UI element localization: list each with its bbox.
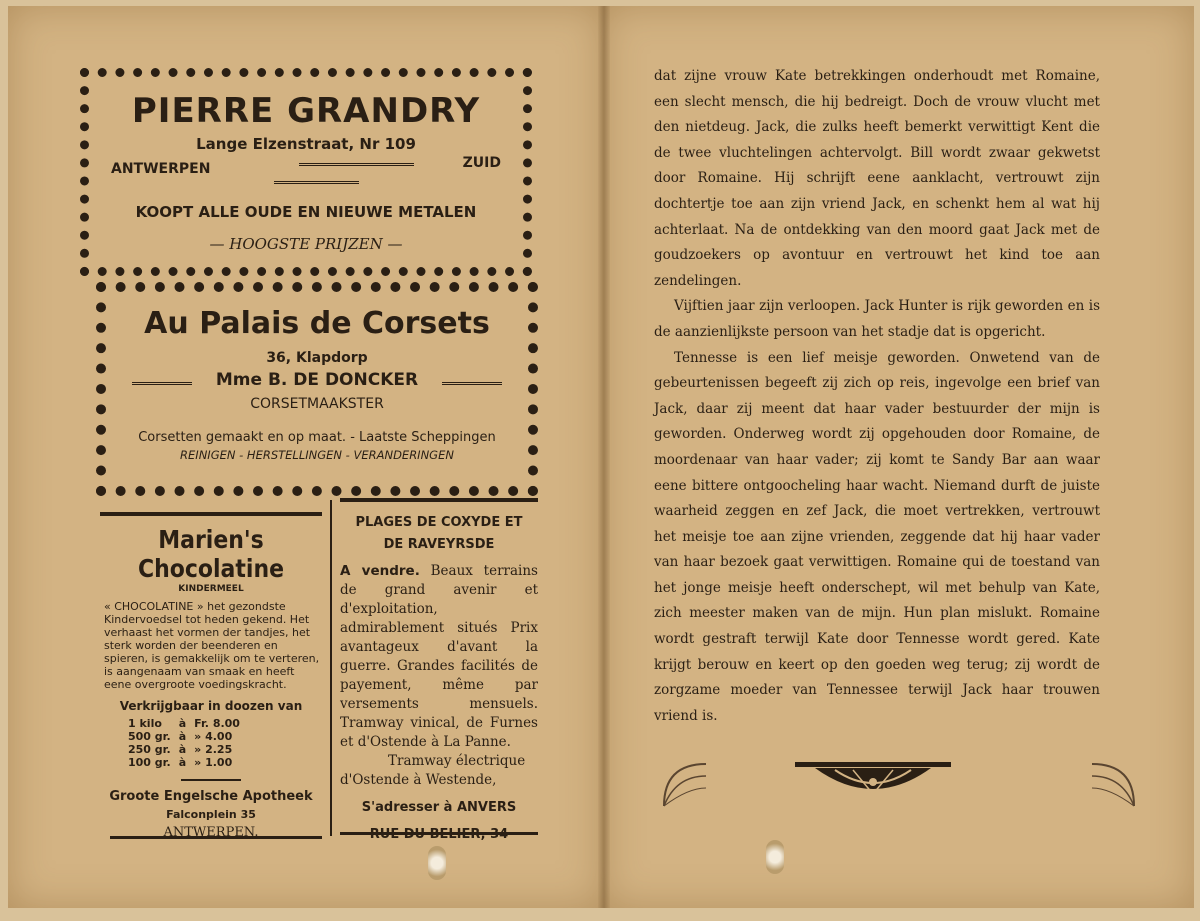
ad-corsets-owner: Mme B. DE DONCKER xyxy=(215,370,419,390)
staple-hole-right xyxy=(766,840,784,874)
ad-grandry-district: ZUID xyxy=(462,155,501,171)
ad-chocolatine xyxy=(100,520,322,840)
price-qty: 1 kilo xyxy=(128,717,162,730)
column-divider xyxy=(330,500,332,836)
price-at: à xyxy=(178,756,187,769)
story-paragraph: Tennesse is een lief meisje geworden. Onwetend van de gebeurtenissen begeeft zij zich op reis, ingevolge een brief van Jack, daar zij meent dat haar vader bestuurder der mijn is geworden. Onderweg wordt zij opgehouden door Romaine, de moordenaar van haar vader; zij komt te Sandy Bar aan waar eene bittere ontgoocheling haar wacht. Niemand durft de juiste waarheid zeggen en zef Jack, die moet vertrekken, vertrouwt het meisje toe aan zijne vrienden, zeggende dat hij haar vader van haar bezoek gaat verwittigen. Romaine qui de toestand van het jonge meisje heeft onderschept, wil met behulp van Kate, zich meester maken van de mijn. Hun plan mislukt. Romaine wordt gestraft terwijl Kate door Tennesse wordt gered. Kate krijgt berouw en keert op den goeden weg terug; zij wordt de zorgzame moeder van Tennessee terwijl Jack haar trouwen vriend is. xyxy=(654,349,1100,724)
price-row xyxy=(128,743,248,756)
ad-grandry-rule-2 xyxy=(274,181,359,184)
ad-palais-de-corsets xyxy=(96,282,538,496)
corner-ornament-icon xyxy=(1090,762,1136,808)
ad-corsets-name: Au Palais de Corsets xyxy=(144,306,490,341)
staple-hole-left xyxy=(428,846,446,880)
price-row xyxy=(128,717,248,730)
ad-corsets-address: 36, Klapdorp xyxy=(266,350,368,366)
ad-corsets-services: REINIGEN - HERSTELLINGEN - VERANDERINGEN xyxy=(180,448,454,462)
price-qty: 500 gr. xyxy=(128,730,171,743)
corner-ornament-icon xyxy=(662,762,708,808)
ad-plages-tram: Tramway électrique d'Ostende à Westende, xyxy=(340,753,526,788)
story-text xyxy=(654,64,1100,729)
ad-chocolatine-rule xyxy=(181,779,241,781)
divider-top-right xyxy=(340,498,538,502)
ad-plages-body-block xyxy=(340,562,538,752)
ad-chocolatine-title: Marien's Chocolatine xyxy=(137,526,285,584)
ad-grandry-address: Lange Elzenstraat, Nr 109 xyxy=(196,135,416,153)
ad-plages-coxyde xyxy=(340,512,538,844)
ad-grandry-name: PIERRE GRANDRY xyxy=(131,91,481,131)
ad-grandry-city: ANTWERPEN xyxy=(111,161,211,177)
ad-chocolatine-subtitle: KINDERMEEL xyxy=(178,584,244,594)
ad-plages-body: Beaux terrains de grand avenir et d'exploitation, admirablement situés Prix avantageux d'avant la guerre. Grandes facilités de payement, même par versements mensuels. Tramway vinical, de Furnes et d'Ostende à La Panne. xyxy=(340,563,538,750)
ad-plages-lead: A vendre. xyxy=(340,563,420,579)
ad-plages-contact-2: RUE DU BELIER, 34 xyxy=(369,827,509,842)
ad-chocolatine-shop: Groote Engelsche Apotheek xyxy=(109,789,313,804)
price-value: Fr. 8.00 xyxy=(194,717,240,730)
price-qty: 250 gr. xyxy=(128,743,171,756)
ad-chocolatine-availability: Verkrijgbaar in doozen van xyxy=(119,699,303,713)
ad-pierre-grandry xyxy=(80,68,532,276)
price-at: à xyxy=(178,717,187,730)
ad-corsets-description: Corsetten gemaakt en op maat. - Laatste Scheppingen xyxy=(138,430,496,445)
ad-chocolatine-shop-city: ANTWERPEN. xyxy=(163,825,259,840)
ornament-icon xyxy=(795,760,951,802)
price-at: à xyxy=(178,743,187,756)
book-gutter xyxy=(598,6,610,908)
ad-plages-contact-1: S'adresser à ANVERS xyxy=(361,800,517,815)
ad-chocolatine-body: « CHOCOLATINE » het gezondste Kindervoedsel tot heden gekend. Het verhaast het vormen der tandjes, het sterk worden der beenderen en spieren, is gemakkelijk om te verteren, is aangenaam van smaak en heeft eene overgroote voedingskracht. xyxy=(104,600,320,691)
price-value: » 2.25 xyxy=(194,743,233,756)
ad-grandry-tagline: KOOPT ALLE OUDE EN NIEUWE METALEN xyxy=(135,203,477,221)
ad-chocolatine-shop-address: Falconplein 35 xyxy=(166,808,256,821)
price-value: » 1.00 xyxy=(194,756,233,769)
price-row xyxy=(128,756,248,769)
ad-plages-title-2: DE RAVEYRSDE xyxy=(383,537,495,552)
ad-chocolatine-price-table xyxy=(128,717,248,769)
ad-corsets-trade: CORSETMAAKSTER xyxy=(250,396,384,412)
price-row xyxy=(128,730,248,743)
ad-grandry-price-note: — HOOGSTE PRIJZEN — xyxy=(209,235,403,253)
price-value: » 4.00 xyxy=(194,730,233,743)
divider-top-left xyxy=(100,512,322,516)
ad-corsets-rule-right xyxy=(442,382,502,385)
ad-plages-title-1: PLAGES DE COXYDE ET xyxy=(355,515,523,530)
price-at: à xyxy=(178,730,187,743)
story-paragraph: dat zijne vrouw Kate betrekkingen onderhoudt met Romaine, een slecht mensch, die hij bedreigt. Doch de vrouw vlucht met den nietdeug. Jack, die zulks heeft bemerkt verwittigt Kent die de twee vluchtelingen achtervolgt. Bill wordt zwaar gekwetst door Romaine. Hij schrijft eene aanklacht, vertrouwt zijn dochtertje toe aan zijn vriend Jack, en schenkt hem al wat hij achterlaat. Na de ontdekking van den moord gaat Jack met de goudzoekers op avontuur en vertrouwt het kind toe aan zendelingen. xyxy=(654,68,1100,289)
ad-grandry-rule xyxy=(299,163,414,166)
story-paragraph: Vijftien jaar zijn verloopen. Jack Hunter is rijk geworden en is de aanzienlijkste persoon van het stadje dat is opgericht. xyxy=(654,298,1100,340)
price-qty: 100 gr. xyxy=(128,756,171,769)
